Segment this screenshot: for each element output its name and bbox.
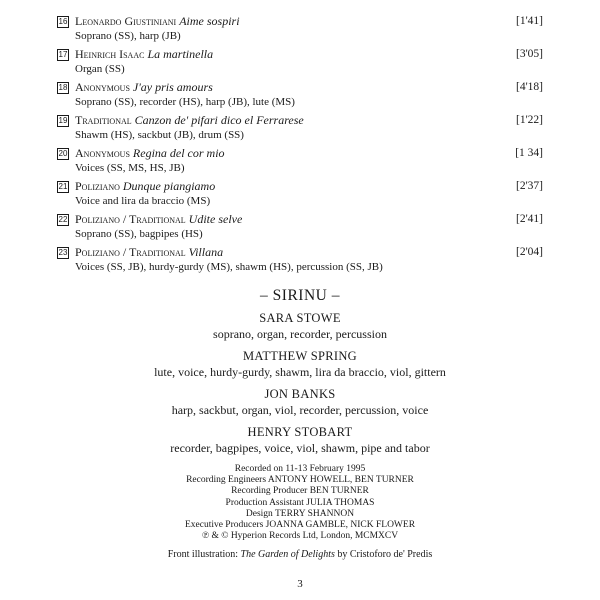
track-number: 19 — [58, 116, 68, 125]
track-performers: Shawm (HS), sackbut (JB), drum (SS) — [75, 129, 244, 141]
track-title: Canzon de' pifari dico el Ferrarese — [134, 113, 304, 127]
track-performers: Soprano (SS), bagpipes (HS) — [75, 228, 203, 240]
track-item — [57, 179, 557, 212]
credits-section — [40, 287, 560, 560]
member-name: MATTHEW SPRING — [242, 349, 358, 363]
recording-line: Production Assistant JULIA THOMAS — [225, 497, 375, 508]
track-heading — [75, 113, 304, 128]
track-duration: [2'37] — [516, 180, 543, 192]
track-title: Dunque piangiamo — [122, 179, 216, 193]
member-instruments: harp, sackbut, organ, viol, recorder, percussion, voice — [171, 403, 429, 417]
front-suffix: by Cristoforo de' Predis — [334, 549, 433, 561]
track-item — [57, 212, 557, 245]
track-item — [57, 47, 557, 80]
track-heading — [75, 47, 213, 62]
track-composer: Leonardo Giustiniani — [75, 14, 177, 28]
member-name: JON BANKS — [264, 387, 336, 401]
track-heading — [75, 179, 215, 194]
track-performers: Soprano (SS), recorder (HS), harp (JB), lute (MS) — [75, 96, 295, 108]
track-item — [57, 80, 557, 113]
recording-credits — [40, 464, 560, 542]
track-composer: Poliziano — [75, 179, 120, 193]
track-title: La martinella — [147, 47, 214, 61]
member-instruments: soprano, organ, recorder, percussion — [213, 327, 387, 341]
ensemble-name: – SIRINU – — [260, 287, 340, 304]
track-number: 17 — [58, 50, 68, 59]
track-composer: Poliziano / Traditional — [75, 245, 186, 259]
track-heading — [75, 14, 240, 29]
track-number: 22 — [58, 215, 68, 224]
track-title: Aime sospiri — [179, 14, 240, 28]
track-duration: [2'41] — [516, 213, 543, 225]
track-duration: [4'18] — [516, 81, 543, 93]
member-name: HENRY STOBART — [247, 425, 353, 439]
track-title: Regina del cor mio — [132, 146, 225, 160]
track-item — [57, 113, 557, 146]
track-title: Villana — [188, 245, 224, 259]
track-composer: Anonymous — [75, 146, 130, 160]
track-item — [57, 146, 557, 179]
track-performers: Soprano (SS), harp (JB) — [75, 30, 181, 42]
track-number: 16 — [58, 17, 68, 26]
recording-line: Executive Producers JOANNA GAMBLE, NICK FLOWER — [184, 520, 416, 531]
member-instruments: lute, voice, hurdy-gurdy, shawm, lira da braccio, viol, gittern — [154, 365, 446, 379]
track-performers: Organ (SS) — [75, 63, 125, 75]
track-number: 23 — [58, 248, 68, 257]
track-duration: [3'05] — [516, 48, 543, 60]
recording-line: ℗ & © Hyperion Records Ltd, London, MCMXCV — [201, 531, 399, 542]
track-heading — [75, 146, 225, 161]
track-performers: Voice and lira da braccio (MS) — [75, 195, 211, 207]
member-instruments: recorder, bagpipes, voice, viol, shawm, pipe and tabor — [170, 441, 430, 455]
track-heading — [75, 245, 223, 260]
page-number: 3 — [297, 578, 303, 590]
front-prefix: Front illustration: — [167, 549, 241, 561]
track-item — [57, 245, 557, 278]
track-list — [57, 14, 557, 278]
track-composer: Poliziano / Traditional — [75, 212, 186, 226]
track-duration: [1'41] — [516, 15, 543, 27]
member-name: SARA STOWE — [259, 311, 341, 325]
recording-line: Recording Engineers ANTONY HOWELL, BEN TURNER — [186, 475, 414, 486]
recording-line: Recording Producer BEN TURNER — [231, 486, 369, 497]
track-composer: Traditional — [75, 113, 132, 127]
track-heading — [75, 80, 213, 95]
track-performers: Voices (SS, JB), hurdy-gurdy (MS), shawm (HS), percussion (SS, JB) — [75, 261, 383, 273]
track-number: 20 — [58, 149, 68, 158]
track-duration: [1 34] — [515, 147, 543, 159]
track-title: Udite selve — [188, 212, 243, 226]
track-number: 18 — [58, 83, 68, 92]
track-title: J'ay pris amours — [132, 80, 213, 94]
front-title: The Garden of Delights — [240, 549, 335, 561]
track-item — [57, 14, 557, 47]
recording-line: Recorded on 11-13 February 1995 — [234, 464, 366, 474]
track-performers: Voices (SS, MS, HS, JB) — [75, 162, 185, 174]
track-duration: [1'22] — [516, 114, 543, 126]
track-heading — [75, 212, 242, 227]
track-duration: [2'04] — [516, 246, 543, 258]
track-composer: Heinrich Isaac — [75, 47, 145, 61]
recording-line: Design TERRY SHANNON — [245, 508, 355, 519]
track-composer: Anonymous — [75, 80, 130, 94]
front-illustration-credit — [40, 549, 560, 560]
track-number: 21 — [58, 182, 68, 191]
